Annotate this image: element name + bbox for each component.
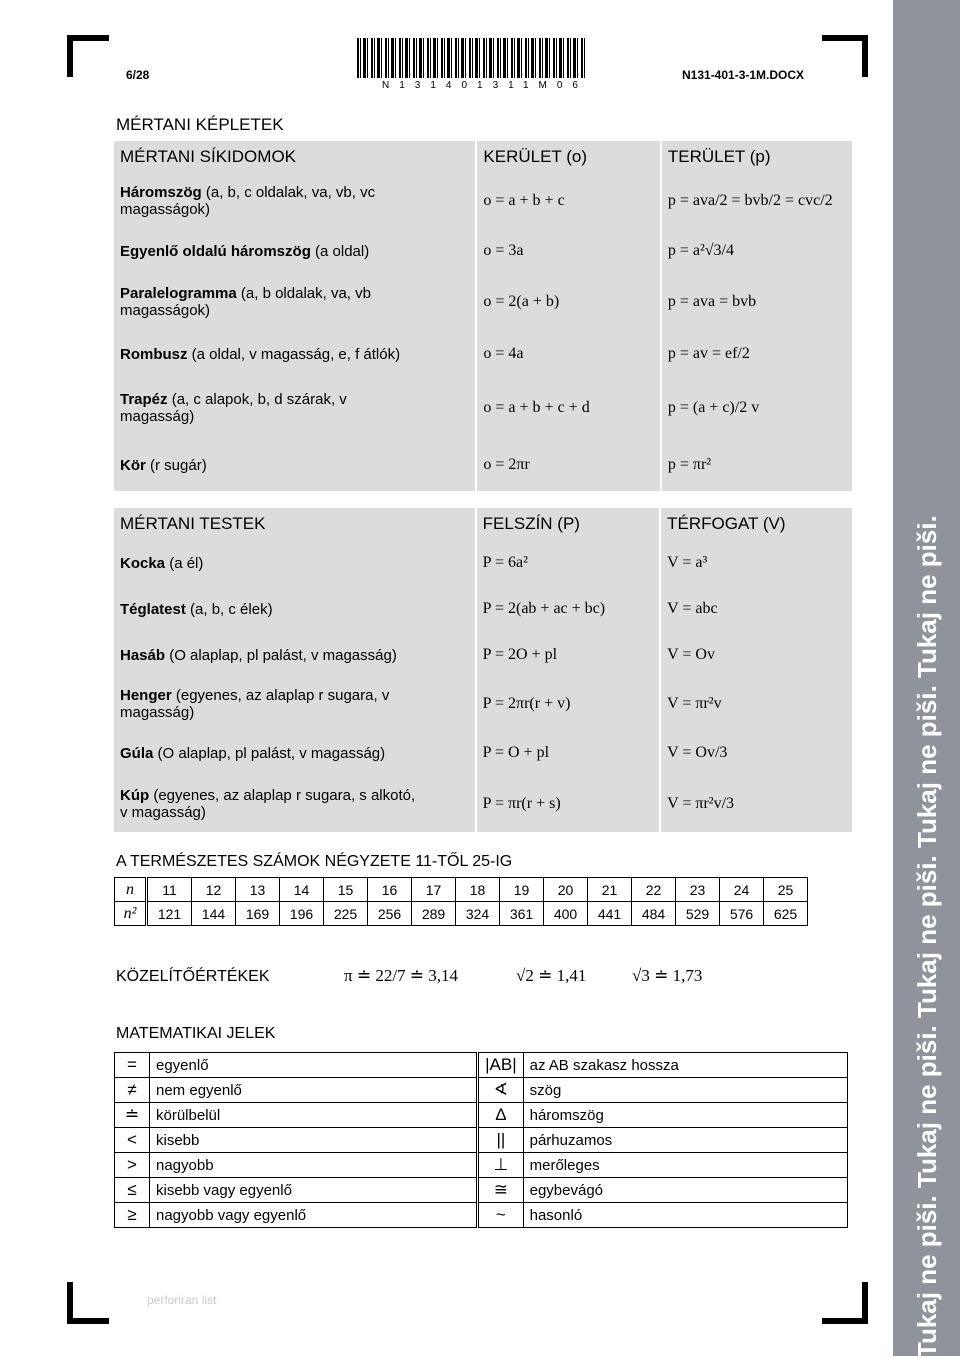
squares-n2-cell: 196 — [280, 902, 324, 926]
volume-formula: V = a³ — [660, 540, 852, 586]
volume-formula: V = Ov — [660, 632, 852, 678]
symbol-left-text: nagyobb — [150, 1153, 478, 1178]
symbol-row — [115, 1203, 848, 1228]
squares-n-cell: 17 — [412, 878, 456, 902]
symbol-row — [115, 1103, 848, 1128]
crop-mark-bottom-right-v — [862, 1282, 868, 1324]
squares-n-cell: 12 — [192, 878, 236, 902]
perimeter-formula: o = 3a — [476, 229, 660, 273]
row-name: Egyenlő oldalú háromszög — [120, 242, 311, 260]
row-name: Hasáb — [120, 646, 166, 664]
watermark: perforiran list — [147, 1293, 217, 1307]
row-name: Trapéz — [120, 391, 168, 408]
symbol-left-text: kisebb — [150, 1128, 478, 1153]
symbol-right: Δ — [478, 1103, 524, 1128]
plane-row-equilateral — [114, 229, 852, 273]
plane-header-figures: MÉRTANI SÍKIDOMOK — [114, 140, 476, 173]
symbol-left-text: nagyobb vagy egyenlő — [150, 1203, 478, 1228]
symbol-right-text: hasonló — [523, 1203, 847, 1228]
solids-header-bodies: MÉRTANI TESTEK — [114, 507, 476, 540]
surface-formula: P = O + pl — [476, 730, 660, 776]
squares-n2-cell: 324 — [456, 902, 500, 926]
squares-n2-cell: 121 — [147, 902, 192, 926]
row-desc: (egyenes, az alaplap r sugara, s alkotó, — [153, 787, 416, 804]
squares-n2-label: n² — [115, 902, 147, 926]
symbol-right-text: szög — [523, 1078, 847, 1103]
solid-row-prism — [114, 632, 852, 678]
symbol-left-text: egyenlő — [150, 1053, 478, 1078]
symbol-right: ≅ — [478, 1178, 524, 1203]
solid-row-cuboid — [114, 586, 852, 632]
symbol-left-text: körülbelül — [150, 1103, 478, 1128]
symbol-left: > — [115, 1153, 150, 1178]
page-number: 6/28 — [126, 68, 150, 82]
squares-n2-cell: 576 — [720, 902, 764, 926]
area-formula: p = ava/2 = bvb/2 = cvc/2 — [661, 173, 852, 229]
symbol-right: ∢ — [478, 1078, 524, 1103]
plane-row-parallelogram — [114, 273, 852, 331]
solid-row-cylinder — [114, 678, 852, 730]
symbol-right-text: háromszög — [523, 1103, 847, 1128]
symbol-row — [115, 1078, 848, 1103]
barcode — [357, 38, 585, 78]
perimeter-formula: o = 4a — [476, 331, 660, 377]
row-name: Kör — [120, 456, 146, 474]
squares-n2-cell: 441 — [588, 902, 632, 926]
solids-table — [114, 506, 852, 832]
symbol-left: ≤ — [115, 1178, 150, 1203]
squares-n2-cell: 289 — [412, 902, 456, 926]
symbol-left: ≐ — [115, 1103, 150, 1128]
row-name: Gúla — [120, 744, 154, 762]
symbol-row — [115, 1153, 848, 1178]
row-desc-2: magasságok) — [120, 302, 211, 319]
row-name: Téglatest — [120, 600, 186, 618]
row-desc-2: magasság) — [120, 408, 195, 425]
row-name: Henger — [120, 687, 172, 704]
squares-row-n — [115, 878, 808, 902]
surface-formula: P = 6a² — [476, 540, 660, 586]
surface-formula: P = 2(ab + ac + bc) — [476, 586, 660, 632]
perimeter-formula: o = a + b + c + d — [476, 377, 660, 439]
symbol-row — [115, 1053, 848, 1078]
squares-n-cell: 18 — [456, 878, 500, 902]
symbol-right: |AB| — [478, 1053, 524, 1078]
plane-row-circle — [114, 439, 852, 491]
area-formula: p = πr² — [661, 439, 852, 491]
plane-header-area: TERÜLET (p) — [661, 140, 852, 173]
perimeter-formula: o = 2(a + b) — [476, 273, 660, 331]
symbol-right-text: egybevágó — [523, 1178, 847, 1203]
solid-row-cone — [114, 776, 852, 832]
row-desc: (a oldal) — [315, 242, 370, 260]
area-formula: p = av = ef/2 — [661, 331, 852, 377]
squares-n2-cell: 529 — [676, 902, 720, 926]
row-desc: (a oldal, v magasság, e, f átlók) — [191, 345, 401, 363]
plane-row-rhombus — [114, 331, 852, 377]
squares-n-cell: 11 — [147, 878, 192, 902]
row-desc: (egyenes, az alaplap r sugara, v — [175, 687, 390, 704]
row-desc: (r sugár) — [150, 456, 207, 474]
row-name: Rombusz — [120, 345, 188, 363]
surface-formula: P = πr(r + s) — [476, 776, 660, 832]
row-desc: (a, b, c oldalak, va, vb, vc — [205, 184, 376, 201]
row-desc: (a él) — [169, 554, 204, 572]
area-formula: p = a²√3/4 — [661, 229, 852, 273]
squares-n-label: n — [115, 878, 147, 902]
approx-sqrt2: √2 ≐ 1,41 — [516, 966, 587, 985]
plane-header-row — [114, 140, 852, 173]
symbol-left-text: nem egyenlő — [150, 1078, 478, 1103]
approx-sqrt3: √3 ≐ 1,73 — [632, 966, 703, 985]
symbol-right-text: az AB szakasz hossza — [523, 1053, 847, 1078]
volume-formula: V = πr²v — [660, 678, 852, 730]
row-desc: (a, c alapok, b, d szárak, v — [171, 391, 347, 408]
squares-n2-cell: 256 — [368, 902, 412, 926]
solids-header-surface: FELSZÍN (P) — [476, 507, 660, 540]
squares-n2-cell: 400 — [544, 902, 588, 926]
symbol-right-text: párhuzamos — [523, 1128, 847, 1153]
page-title: MÉRTANI KÉPLETEK — [116, 115, 284, 134]
squares-n-cell: 14 — [280, 878, 324, 902]
row-name: Kúp — [120, 787, 150, 804]
side-strip-text: Tukaj ne piši. Tukaj ne piši. Tukaj ne piši. Tukaj ne piši. Tukaj ne piši. — [912, 515, 942, 1358]
plane-row-trapezoid — [114, 377, 852, 439]
crop-mark-bottom-left-v — [67, 1282, 73, 1324]
solids-header-volume: TÉRFOGAT (V) — [660, 507, 852, 540]
crop-mark-top-left-v — [67, 35, 73, 77]
squares-n-cell: 24 — [720, 878, 764, 902]
squares-n-cell: 20 — [544, 878, 588, 902]
symbol-right-text: merőleges — [523, 1153, 847, 1178]
squares-n-cell: 15 — [324, 878, 368, 902]
row-desc: (a, b oldalak, va, vb — [240, 285, 371, 302]
surface-formula: P = 2O + pl — [476, 632, 660, 678]
squares-n2-cell: 625 — [764, 902, 808, 926]
squares-title: A TERMÉSZETES SZÁMOK NÉGYZETE 11-TŐL 25-IG — [116, 853, 513, 870]
perimeter-formula: o = a + b + c — [476, 173, 660, 229]
row-name: Paralelogramma — [120, 285, 237, 302]
squares-n-cell: 19 — [500, 878, 544, 902]
symbol-left-text: kisebb vagy egyenlő — [150, 1178, 478, 1203]
row-desc-2: magasság) — [120, 704, 195, 721]
symbols-title: MATEMATIKAI JELEK — [116, 1025, 276, 1042]
area-formula: p = (a + c)/2 v — [661, 377, 852, 439]
row-name: Háromszög — [120, 184, 202, 201]
symbol-row — [115, 1128, 848, 1153]
squares-n-cell: 25 — [764, 878, 808, 902]
symbol-row — [115, 1178, 848, 1203]
plane-row-triangle — [114, 173, 852, 229]
solids-header-row — [114, 507, 852, 540]
squares-n-cell: 16 — [368, 878, 412, 902]
squares-n2-cell: 144 — [192, 902, 236, 926]
volume-formula: V = abc — [660, 586, 852, 632]
barcode-number: N131401311M06 — [382, 80, 588, 91]
symbol-left: ≠ — [115, 1078, 150, 1103]
crop-mark-top-right-v — [862, 35, 868, 77]
squares-n2-cell: 361 — [500, 902, 544, 926]
crop-mark-bottom-left-h — [67, 1318, 109, 1324]
squares-n-cell: 21 — [588, 878, 632, 902]
plane-header-perimeter: KERÜLET (o) — [476, 140, 660, 173]
solid-row-pyramid — [114, 730, 852, 776]
squares-n-cell: 23 — [676, 878, 720, 902]
squares-n2-cell: 484 — [632, 902, 676, 926]
symbol-left: ≥ — [115, 1203, 150, 1228]
symbol-right: || — [478, 1128, 524, 1153]
symbol-left: = — [115, 1053, 150, 1078]
squares-row-n2 — [115, 902, 808, 926]
symbols-table — [114, 1052, 848, 1228]
volume-formula: V = Ov/3 — [660, 730, 852, 776]
solid-row-cube — [114, 540, 852, 586]
symbol-right: ~ — [478, 1203, 524, 1228]
row-desc-2: v magasság) — [120, 804, 206, 821]
row-desc: (a, b, c élek) — [190, 600, 273, 618]
area-formula: p = ava = bvb — [661, 273, 852, 331]
volume-formula: V = πr²v/3 — [660, 776, 852, 832]
perimeter-formula: o = 2πr — [476, 439, 660, 491]
document-code: N131-401-3-1M.DOCX — [682, 68, 805, 82]
row-name: Kocka — [120, 554, 166, 572]
squares-n2-cell: 169 — [236, 902, 280, 926]
row-desc-2: magasságok) — [120, 201, 211, 218]
surface-formula: P = 2πr(r + v) — [476, 678, 660, 730]
approx-title: KÖZELÍTŐÉRTÉKEK — [116, 968, 270, 985]
squares-n-cell: 13 — [236, 878, 280, 902]
symbol-left: < — [115, 1128, 150, 1153]
plane-figures-table — [114, 139, 852, 491]
crop-mark-top-left-h — [67, 35, 109, 41]
row-desc: (O alaplap, pl palást, v magasság) — [157, 744, 386, 762]
squares-table — [114, 877, 808, 926]
row-desc: (O alaplap, pl palást, v magasság) — [169, 646, 397, 664]
squares-n-cell: 22 — [632, 878, 676, 902]
squares-n2-cell: 225 — [324, 902, 368, 926]
approx-pi: π ≐ 22/7 ≐ 3,14 — [344, 966, 459, 985]
symbol-right: ⊥ — [478, 1153, 524, 1178]
